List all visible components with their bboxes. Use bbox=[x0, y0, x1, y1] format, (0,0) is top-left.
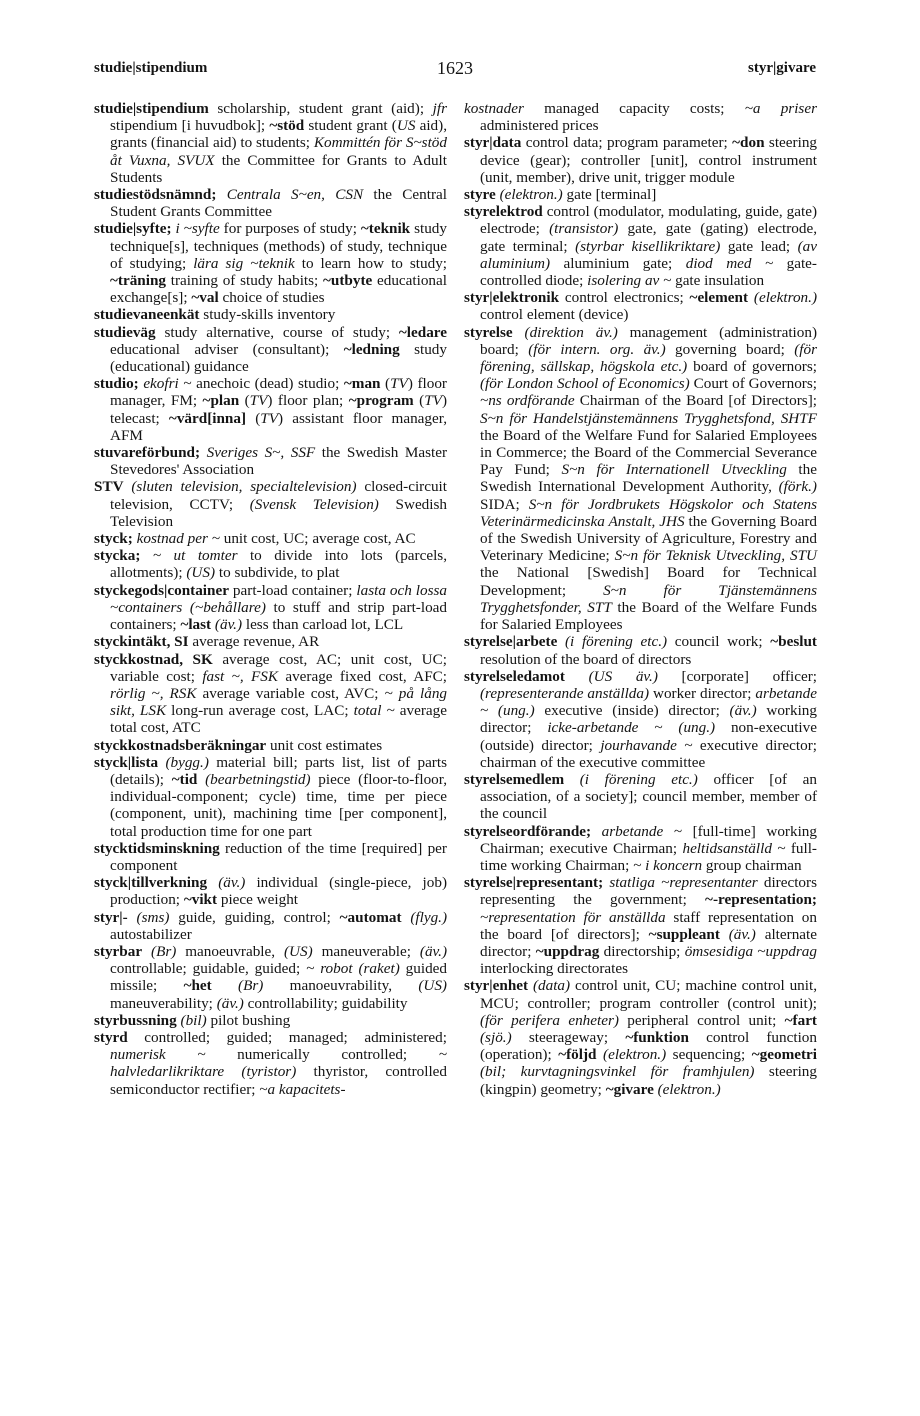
entry-italic-text: (förk.) bbox=[778, 478, 817, 496]
entry-text: gate, gate (gating) electrode, gate terminal; bbox=[480, 220, 817, 255]
entry-text: stipendium [i huvudbok]; bbox=[110, 117, 270, 135]
entry-text: gate insulation bbox=[671, 272, 765, 290]
entry-headword: styckintäkt, SI bbox=[94, 633, 189, 651]
entry-text: steering device (gear); controller [unit], control instrument (unit, member), drive unit, trigger module bbox=[480, 134, 818, 186]
entry-italic-text: (äv.) bbox=[419, 942, 448, 960]
dictionary-entry bbox=[94, 547, 447, 581]
entry-text: educational adviser (consultant); bbox=[110, 340, 344, 358]
entry-italic-text: (elektron.) bbox=[603, 1046, 667, 1064]
entry-italic-text: (representerande anställda) bbox=[480, 684, 650, 702]
dictionary-entry bbox=[464, 977, 817, 1097]
dictionary-entry bbox=[464, 771, 817, 823]
entry-italic-text: (transistor) bbox=[549, 220, 619, 238]
entry-text: the Board of the Welfare Funds for Salaried Employees bbox=[480, 598, 817, 634]
dictionary-entry bbox=[464, 134, 817, 186]
entry-text: piece weight bbox=[217, 891, 299, 909]
entry-headword: styrelse bbox=[464, 323, 513, 341]
entry-text: average total cost, ATC bbox=[110, 702, 447, 737]
entry-subheadword: ~-representation; bbox=[705, 891, 817, 909]
entry-italic-text: statliga ~representanter bbox=[609, 874, 758, 892]
entry-subheadword: ~element bbox=[689, 289, 749, 307]
entry-text: worker director; bbox=[649, 684, 756, 702]
entry-italic-text: TV bbox=[249, 392, 268, 410]
entry-text: to divide into lots (parcels, allotments); bbox=[110, 547, 448, 582]
dictionary-entry bbox=[94, 874, 447, 908]
entry-italic-text: (direktion äv.) bbox=[524, 323, 618, 341]
dictionary-entry bbox=[464, 324, 817, 634]
entry-headword: styrelseledamot bbox=[464, 667, 565, 685]
entry-text: ( bbox=[239, 392, 250, 410]
entry-text: study technique[s], techniques (methods) of study, technique of studying; bbox=[110, 220, 447, 272]
entry-headword: studie|syfte; bbox=[94, 220, 172, 238]
entry-text: average revenue, AR bbox=[188, 633, 320, 651]
entry-text bbox=[128, 909, 137, 926]
entry-subheadword: ~teknik bbox=[360, 220, 411, 238]
dictionary-entry bbox=[94, 100, 447, 186]
entry-text: ) telecast; bbox=[110, 392, 448, 427]
entry-text: staff representation on the board [of directors]; bbox=[480, 908, 817, 943]
dictionary-entry bbox=[464, 633, 817, 667]
entry-italic-text: Centrala S~en, CSN bbox=[226, 186, 364, 204]
header-first-headword: studie|stipendium bbox=[94, 60, 208, 76]
entry-text: working director; bbox=[480, 702, 817, 737]
entry-italic-text: (US) bbox=[186, 564, 216, 582]
entry-headword: styrbar bbox=[94, 942, 143, 960]
entry-italic-text: ~ i koncern bbox=[633, 856, 703, 874]
entry-italic-text: ~ns ordförande bbox=[480, 392, 575, 410]
entry-subheadword: ~vikt bbox=[183, 891, 218, 909]
entry-text: scholarship, student grant (aid); bbox=[208, 100, 433, 117]
entry-text: control electronics; bbox=[559, 289, 690, 307]
dictionary-entry bbox=[94, 1029, 447, 1098]
entry-headword: styr|data bbox=[464, 134, 522, 152]
entry-text: peripheral control unit; bbox=[618, 1011, 785, 1029]
entry-text: the Board of the Welfare Fund for Salaried Employees in Commerce; the Board of the Commercial Severance Pay Fund; bbox=[480, 426, 817, 479]
entry-text: Court of Governors; bbox=[689, 375, 817, 393]
entry-headword: stycktidsminskning bbox=[94, 839, 220, 857]
entry-italic-text: numerisk ~ bbox=[110, 1046, 206, 1064]
entry-italic-text: (bearbetningstid) bbox=[205, 770, 311, 788]
entry-text: maneuverability; bbox=[110, 994, 217, 1012]
entry-italic-text: TV bbox=[424, 392, 442, 410]
entry-text: the Committee for Grants to Adult Students bbox=[110, 151, 447, 186]
entry-headword: styr|elektronik bbox=[464, 289, 560, 307]
entry-italic-text: kostnad per ~ bbox=[136, 530, 220, 548]
entry-headword: studiestödsnämnd; bbox=[94, 186, 217, 204]
entry-text: SIDA; bbox=[480, 495, 529, 513]
entry-italic-text: ekofri ~ bbox=[143, 375, 192, 393]
entry-text: maneuverable; bbox=[312, 942, 420, 960]
entry-text: full-time working Chairman; bbox=[480, 839, 817, 874]
entry-subheadword: ~tid bbox=[171, 770, 198, 788]
entry-subheadword: ~fart bbox=[784, 1011, 817, 1029]
entry-italic-text: (styrbar kisellikriktare) bbox=[575, 237, 721, 255]
dictionary-entry bbox=[94, 633, 447, 650]
entry-subheadword: ~funktion bbox=[625, 1028, 689, 1046]
entry-text: gate lead; bbox=[720, 237, 798, 255]
entry-text: training of study habits; bbox=[166, 272, 323, 290]
entry-italic-text: (i förening etc.) bbox=[565, 633, 668, 651]
entry-headword: styck; bbox=[94, 530, 133, 548]
entry-subheadword: ~het bbox=[183, 977, 212, 995]
entry-text: controllability; guidability bbox=[243, 994, 408, 1012]
entry-headword: styr|- bbox=[94, 908, 128, 926]
entry-italic-text: (äv.) bbox=[214, 616, 243, 634]
entry-italic-text: (för intern. org. äv.) bbox=[528, 340, 666, 358]
dictionary-entry bbox=[94, 478, 447, 530]
entry-subheadword: ~stöd bbox=[269, 117, 305, 135]
dictionary-entry bbox=[94, 324, 447, 376]
entry-text: reduction of the time [required] per component bbox=[110, 839, 447, 874]
entry-text bbox=[591, 823, 602, 840]
entry-text: the Central Student Grants Committee bbox=[110, 186, 447, 221]
entry-italic-text: isolering av ~ bbox=[587, 272, 672, 290]
dictionary-entry bbox=[94, 840, 447, 874]
entry-headword: styrelse|representant; bbox=[464, 874, 604, 892]
entry-italic-text: S~n för Teknisk Utveckling, STU bbox=[614, 547, 817, 565]
entry-text: control element (device) bbox=[480, 306, 629, 324]
entry-text bbox=[142, 943, 151, 960]
entry-italic-text: ömsesidiga ~uppdrag bbox=[684, 942, 817, 960]
entry-headword: styrelektrod bbox=[464, 203, 543, 221]
entry-italic-text: (US äv.) bbox=[588, 667, 658, 685]
dictionary-entry bbox=[94, 375, 447, 444]
entry-text: thyristor, controlled semiconductor rectifier; bbox=[110, 1063, 448, 1098]
entry-text: administered prices bbox=[480, 117, 599, 135]
entry-italic-text: ~a kapacitets- bbox=[259, 1080, 346, 1098]
entry-italic-text: (Br) bbox=[151, 942, 177, 960]
entry-text bbox=[720, 926, 729, 943]
entry-subheadword: ~program bbox=[348, 392, 414, 410]
entry-subheadword: ~don bbox=[732, 134, 765, 152]
entry-italic-text: US bbox=[396, 117, 416, 135]
entry-italic-text: lära sig ~teknik bbox=[193, 254, 295, 272]
entry-text: student grant ( bbox=[304, 117, 397, 135]
dictionary-entry bbox=[94, 1012, 447, 1029]
entry-subheadword: ~träning bbox=[110, 272, 166, 290]
entry-text: material bill; parts list, list of parts (details); bbox=[110, 753, 447, 788]
dictionary-entry bbox=[94, 186, 447, 220]
entry-text: the Swedish Master Stevedores' Association bbox=[110, 444, 448, 479]
entry-text: managed capacity costs; bbox=[523, 100, 745, 117]
entry-headword: styrd bbox=[94, 1028, 128, 1046]
left-column bbox=[94, 100, 447, 1098]
entry-headword: stuvareförbund; bbox=[94, 444, 201, 462]
entry-text: governing board; bbox=[665, 340, 795, 358]
entry-headword: stycka; bbox=[94, 547, 141, 565]
entry-text: autostabilizer bbox=[110, 925, 192, 943]
entry-italic-text: (data) bbox=[532, 977, 571, 995]
entry-text bbox=[564, 771, 580, 788]
entry-italic-text: (elektron.) bbox=[499, 186, 563, 204]
header-last-headword: styr|givare bbox=[747, 60, 816, 76]
entry-text: control function (operation); bbox=[480, 1028, 817, 1064]
entry-italic-text: ~ robot (raket) bbox=[306, 960, 400, 978]
entry-headword: styrelseordförande; bbox=[464, 822, 592, 840]
entry-italic-text: (elektron.) bbox=[753, 289, 817, 307]
entry-text: control data; program parameter; bbox=[521, 134, 733, 152]
entry-text bbox=[565, 668, 589, 685]
entry-italic-text: S~n för Jordbrukets Högskolor och Statens Veterinärmedicinska Anstalt, JHS bbox=[480, 495, 817, 530]
entry-italic-text: S~n för Tjänstemännens Trygghetsfonder, STT bbox=[480, 581, 817, 616]
entry-text: group chairman bbox=[702, 856, 802, 874]
entry-italic-text: jourhavande ~ bbox=[600, 736, 693, 754]
dictionary-entry bbox=[464, 668, 817, 771]
entry-text: council work; bbox=[667, 633, 771, 651]
entry-headword: styr|enhet bbox=[464, 977, 529, 995]
page-number: 1623 bbox=[437, 58, 473, 78]
entry-text: part-load container; bbox=[228, 581, 357, 599]
entry-text: unit cost, UC; average cost, AC bbox=[219, 530, 416, 548]
entry-italic-text: (Svensk Television) bbox=[249, 495, 379, 513]
entry-italic-text: total ~ bbox=[353, 702, 395, 720]
entry-text: [full-time] working Chairman; executive Chairman; bbox=[480, 822, 817, 857]
entry-text: ) floor manager, FM; bbox=[110, 375, 447, 410]
entry-italic-text: (elektron.) bbox=[657, 1080, 721, 1098]
entry-italic-text: TV bbox=[260, 409, 278, 427]
entry-subheadword: ~givare bbox=[605, 1080, 654, 1098]
entry-text: directorship; bbox=[599, 942, 685, 960]
entry-italic-text: (för förening, sällskap, högskola etc.) bbox=[480, 340, 817, 376]
entry-text: board of governors; bbox=[687, 358, 817, 376]
entry-subheadword: ~suppleant bbox=[648, 925, 720, 943]
entry-text: the National [Swedish] Board for Technical Development; bbox=[480, 564, 817, 599]
entry-text: the Governing Board of the Swedish University of Agriculture, Forestry and Veterinary Medicine; bbox=[480, 512, 818, 565]
entry-text bbox=[513, 324, 525, 341]
entry-subheadword: ~man bbox=[343, 375, 381, 393]
entry-italic-text: Sveriges S~, SSF bbox=[206, 444, 316, 462]
entry-text: alternate director; bbox=[480, 925, 818, 960]
entry-italic-text: (Br) bbox=[238, 977, 264, 995]
right-column bbox=[464, 100, 817, 1098]
dictionary-entry bbox=[94, 306, 447, 323]
entry-text: aid), grants (financial aid) to students; bbox=[110, 117, 447, 152]
entry-text: the Swedish International Development Authority, bbox=[480, 461, 817, 496]
entry-text: individual (single-piece, job) production; bbox=[110, 874, 448, 909]
entry-headword: styrelsemedlem bbox=[464, 770, 565, 788]
entry-text: officer [of an association, of a society]; council member, member of the council bbox=[480, 770, 817, 823]
entry-italic-text: (sms) bbox=[136, 908, 170, 926]
entry-text: ( bbox=[380, 375, 391, 393]
entry-headword: STV bbox=[94, 478, 124, 496]
entry-subheadword: ~geometri bbox=[751, 1046, 817, 1064]
entry-headword: styrelse|arbete bbox=[464, 633, 558, 651]
entry-italic-text: (i förening etc.) bbox=[579, 770, 698, 788]
entry-subheadword: ~automat bbox=[339, 908, 402, 926]
entry-italic-text: ~a priser bbox=[744, 100, 817, 117]
entry-italic-text: (äv.) bbox=[729, 702, 757, 720]
entry-subheadword: ~val bbox=[191, 289, 219, 307]
entry-text bbox=[197, 771, 205, 788]
dictionary-entry bbox=[94, 582, 447, 634]
entry-italic-text: ~representation för anställda bbox=[480, 908, 666, 926]
entry-text: executive (inside) director; bbox=[534, 702, 730, 720]
entry-text: Swedish Television bbox=[110, 495, 447, 530]
entry-text: to stuff and strip part-load containers; bbox=[110, 598, 447, 634]
entry-italic-text: i ~syfte bbox=[175, 220, 220, 238]
entry-text: numerically controlled; bbox=[205, 1046, 439, 1064]
entry-text: ) floor plan; bbox=[267, 392, 349, 410]
entry-italic-text: jfr bbox=[432, 100, 447, 117]
entry-text bbox=[207, 874, 218, 891]
entry-text: ) assistant floor manager, AFM bbox=[110, 409, 448, 444]
entry-subheadword: ~uppdrag bbox=[535, 942, 600, 960]
entry-text: sequencing; bbox=[666, 1046, 752, 1064]
entry-text: guided missile; bbox=[110, 960, 447, 995]
dictionary-entry bbox=[464, 186, 817, 203]
entry-italic-text: Kommittén för S~stöd åt Vuxna, SVUX bbox=[110, 134, 447, 169]
entry-italic-text: (sluten television, specialtelevision) bbox=[131, 478, 357, 496]
entry-text: controllable; guidable, guided; bbox=[110, 960, 307, 978]
entry-text: gate [terminal] bbox=[562, 186, 657, 204]
entry-text: to subdivide, to plat bbox=[215, 564, 340, 582]
entry-italic-text: (äv.) bbox=[728, 925, 756, 943]
entry-italic-text: (bygg.) bbox=[165, 753, 209, 771]
entry-italic-text: (US) bbox=[283, 942, 313, 960]
entry-text: management (administration) board; bbox=[480, 323, 817, 358]
page-header bbox=[94, 58, 816, 84]
dictionary-entry bbox=[94, 444, 447, 478]
entry-text: resolution of the board of directors bbox=[480, 650, 692, 668]
entry-text: non-executive (outside) director; bbox=[480, 719, 817, 754]
entry-headword: studio; bbox=[94, 375, 139, 393]
entry-italic-text: (sjö.) bbox=[480, 1028, 512, 1046]
entry-text: anechoic (dead) studio; bbox=[191, 375, 344, 393]
dictionary-entry bbox=[464, 823, 817, 875]
entry-text bbox=[216, 186, 226, 203]
entry-text: directors representing the government; bbox=[480, 874, 817, 909]
entry-text: control unit, CU; machine control unit, MCU; controller; program controller (control unit); bbox=[480, 977, 817, 1012]
entry-text: gate-controlled diode; bbox=[480, 254, 817, 290]
entry-text: steerageway; bbox=[511, 1028, 626, 1046]
entry-headword: styck|tillverkning bbox=[94, 874, 208, 892]
entry-text: interlocking directorates bbox=[480, 960, 629, 978]
entry-subheadword: ~värd[inna] bbox=[168, 409, 247, 427]
entry-italic-text: (äv.) bbox=[218, 874, 246, 892]
entry-text: pilot bushing bbox=[206, 1011, 291, 1029]
entry-subheadword: ~last bbox=[180, 616, 212, 634]
entry-subheadword: ~ledning bbox=[343, 340, 400, 358]
entry-text bbox=[557, 633, 565, 650]
entry-text: educational exchange[s]; bbox=[110, 272, 447, 307]
entry-text: manoeuvrable, bbox=[176, 942, 284, 960]
entry-italic-text: (bil; kurvtagningsvinkel för framhjulen) bbox=[480, 1063, 755, 1081]
entry-italic-text: lasta och lossa ~containers (~behållare) bbox=[110, 581, 447, 616]
entry-subheadword: ~följd bbox=[558, 1046, 597, 1064]
entry-text: long-run average cost, LAC; bbox=[166, 702, 354, 720]
entry-italic-text: icke-arbetande ~ (ung.) bbox=[547, 719, 716, 737]
dictionary-entry bbox=[464, 289, 817, 323]
dictionary-entry bbox=[464, 874, 817, 977]
entry-text: Chairman of the Board [of Directors]; bbox=[574, 392, 817, 410]
entry-text: controlled; guided; managed; administered; bbox=[127, 1028, 447, 1046]
entry-italic-text: rörlig ~, RSK bbox=[110, 684, 197, 702]
entry-text: aluminium gate; bbox=[550, 254, 686, 272]
entry-headword: studievaneenkät bbox=[94, 306, 200, 324]
entry-subheadword: ~beslut bbox=[770, 633, 817, 651]
dictionary-entry bbox=[94, 651, 447, 737]
entry-text: ( bbox=[413, 392, 425, 410]
entry-subheadword: ~utbyte bbox=[323, 272, 373, 290]
dictionary-entry bbox=[94, 530, 447, 547]
entry-italic-text: arbetande ~ (ung.) bbox=[480, 684, 817, 720]
entry-text: to learn how to study; bbox=[294, 254, 448, 272]
entry-italic-text: (bil) bbox=[180, 1011, 207, 1029]
entry-italic-text: TV bbox=[390, 375, 408, 393]
entry-italic-text: (för London School of Economics) bbox=[480, 375, 690, 393]
entry-headword: styckkostnadsberäkningar bbox=[94, 736, 267, 754]
entry-text: study alternative, course of study; bbox=[155, 323, 399, 341]
entry-text: study-skills inventory bbox=[199, 306, 336, 324]
entry-headword: studie|stipendium bbox=[94, 100, 209, 117]
entry-text: study (educational) guidance bbox=[110, 340, 447, 376]
entry-text: average variable cost, AVC; bbox=[196, 684, 385, 702]
entry-text: average fixed cost, AFC; bbox=[277, 667, 447, 685]
entry-text: less than carload lot, LCL bbox=[242, 616, 404, 634]
entry-text: for purposes of study; bbox=[219, 220, 361, 238]
entry-italic-text: (för perifera enheter) bbox=[480, 1011, 619, 1029]
entry-text: manoeuvrability, bbox=[263, 977, 419, 995]
entry-subheadword: ~plan bbox=[202, 392, 240, 410]
entry-text: ( bbox=[246, 409, 261, 427]
entry-italic-text: fast ~, FSK bbox=[202, 667, 278, 685]
entry-italic-text: ~ på lång sikt, LSK bbox=[110, 684, 448, 720]
entry-text bbox=[140, 547, 152, 564]
entry-text: average cost, AC; unit cost, UC; variable cost; bbox=[110, 650, 447, 685]
dictionary-entry bbox=[94, 737, 447, 754]
entry-text: closed-circuit television, CCTV; bbox=[110, 478, 447, 513]
entry-italic-text: diod med ~ bbox=[685, 254, 774, 272]
entry-headword: styckkostnad, SK bbox=[94, 650, 213, 668]
entry-subheadword: ~ledare bbox=[398, 323, 447, 341]
entry-italic-text: heltidsanställd ~ bbox=[682, 839, 786, 857]
entry-text: choice of studies bbox=[218, 289, 325, 307]
dictionary-entry bbox=[94, 220, 447, 306]
entry-italic-text: arbetande ~ bbox=[601, 822, 683, 840]
entry-italic-text: (flyg.) bbox=[410, 908, 448, 926]
entry-text: piece (floor-to-floor, individual-component; cycle) time, time per piece (component, unit), machining time [per component], total production time for one part bbox=[110, 770, 448, 840]
entry-italic-text: (äv.) bbox=[216, 994, 244, 1012]
dictionary-entry bbox=[94, 943, 447, 1012]
dictionary-entry bbox=[464, 100, 817, 134]
entry-headword: studieväg bbox=[94, 323, 156, 341]
entry-text: steering (kingpin) geometry; bbox=[480, 1063, 817, 1098]
dictionary-entry bbox=[94, 754, 447, 840]
dictionary-entry bbox=[94, 909, 447, 943]
entry-text: control (modulator, modulating, guide, gate) electrode; bbox=[480, 203, 817, 238]
entry-italic-text: S~n för Internationell Utveckling bbox=[561, 461, 787, 479]
entry-italic-text: ~ halvledarlikriktare (tyristor) bbox=[110, 1046, 447, 1081]
entry-text: unit cost estimates bbox=[266, 736, 383, 754]
entry-headword: styre bbox=[464, 186, 496, 204]
entry-headword: styck|lista bbox=[94, 753, 159, 771]
entry-headword: styckegods|container bbox=[94, 581, 229, 599]
entry-text: executive director; chairman of the executive committee bbox=[480, 736, 817, 771]
entry-text: guide, guiding, control; bbox=[169, 908, 340, 926]
entry-italic-text: kostnader bbox=[464, 100, 524, 117]
entry-headword: styrbussning bbox=[94, 1011, 177, 1029]
entry-text bbox=[212, 977, 238, 994]
entry-italic-text: (av aluminium) bbox=[480, 237, 818, 272]
dictionary-entry bbox=[464, 203, 817, 289]
entry-italic-text: (US) bbox=[418, 977, 447, 995]
entry-text: [corporate] officer; bbox=[657, 667, 817, 685]
entry-italic-text: S~n för Handelstjänstemännens Trygghetsfond, SHTF bbox=[480, 409, 817, 427]
entry-italic-text: ~ ut tomter bbox=[152, 547, 238, 565]
